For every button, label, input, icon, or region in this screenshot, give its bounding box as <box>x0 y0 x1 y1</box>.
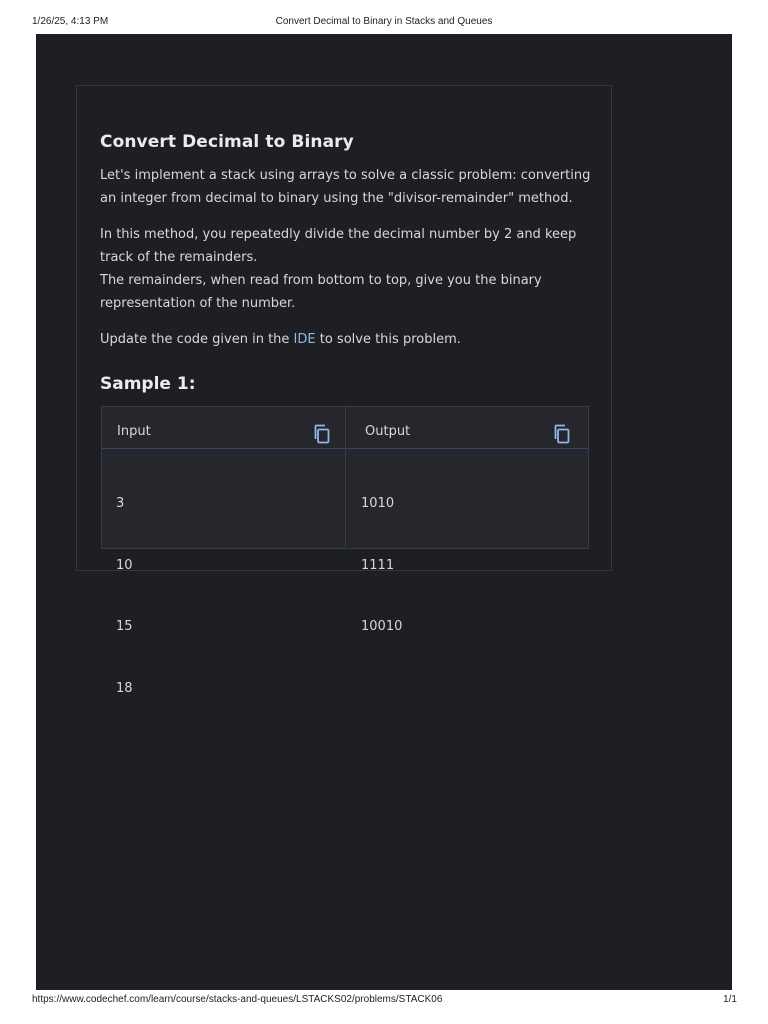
sample-input-header <box>102 407 345 449</box>
sample-output-values <box>361 453 402 679</box>
instruction-text-after: to solve this problem. <box>315 332 461 347</box>
instruction-text-before: Update the code given in the <box>100 332 294 347</box>
input-line: 18 <box>116 680 133 696</box>
print-datetime: 1/26/25, 4:13 PM <box>32 16 109 27</box>
sample-input-values <box>116 453 157 740</box>
copy-icon <box>313 424 331 444</box>
print-page-number: 1/1 <box>723 994 737 1005</box>
problem-title: Convert Decimal to Binary <box>100 132 354 152</box>
sample-input-column <box>102 407 346 696</box>
problem-method <box>100 223 595 315</box>
input-line: 15 <box>116 619 133 634</box>
input-header-label: Input <box>117 424 151 439</box>
page-content <box>36 34 732 990</box>
method-line-2: The remainders, when read from bottom to top, give you the binary representation of the number. <box>100 273 542 311</box>
output-line: 1111 <box>361 557 395 573</box>
print-footer <box>0 994 768 1008</box>
print-page-title: Convert Decimal to Binary in Stacks and Queues <box>275 16 493 27</box>
input-line: 10 <box>116 557 133 573</box>
input-line: 3 <box>116 496 125 511</box>
problem-card <box>76 85 612 696</box>
print-header <box>0 16 768 30</box>
copy-output-button[interactable] <box>553 424 571 444</box>
sample-title: Sample 1: <box>100 374 196 394</box>
print-url[interactable]: https://www.codechef.com/learn/course/stacks-and-queues/LSTACKS02/problems/STACK06 <box>32 994 443 1005</box>
method-line-1: In this method, you repeatedly divide the decimal number by 2 and keep track of the remainders. <box>100 227 577 265</box>
output-line: 1010 <box>361 496 395 511</box>
sample-table <box>101 406 589 696</box>
sample-output-header <box>346 407 588 449</box>
sample-output-column <box>346 407 588 634</box>
output-line: 10010 <box>361 619 403 634</box>
copy-input-button[interactable] <box>313 424 331 444</box>
ide-link[interactable]: IDE <box>293 332 316 347</box>
problem-intro: Let's implement a stack using arrays to solve a classic problem: converting an integer from decimal to binary using the "divisor-remainder" method. <box>100 168 591 206</box>
copy-icon <box>553 424 571 444</box>
output-header-label: Output <box>365 424 411 439</box>
problem-instruction <box>100 328 595 351</box>
